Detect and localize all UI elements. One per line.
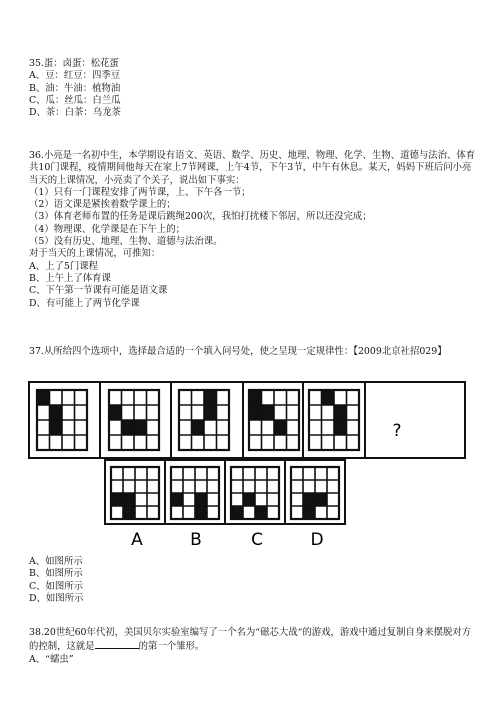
- grid-filled-cell: [123, 506, 135, 519]
- q37-option-label-b: B: [190, 530, 202, 550]
- grid-filled-cell: [109, 405, 122, 420]
- grid-filled-cell: [204, 390, 217, 405]
- grid-filled-cell: [195, 493, 207, 506]
- grid-filled-cell: [249, 405, 262, 420]
- q38-blank: [95, 639, 139, 649]
- q38-stem-part1: 38.20世纪60年代初，美国贝尔实验室编写了一个名为“磁芯大战“的游戏，游戏中通过复制自身来摆脱对方的控制，这就是: [29, 627, 472, 653]
- grid-filled-cell: [171, 493, 183, 506]
- q37-option-d: D、如图所示: [29, 592, 84, 604]
- q37-question-grid-1: [37, 390, 87, 450]
- grid-filled-cell: [243, 493, 255, 506]
- q37-option-a: A、如图所示: [29, 556, 83, 567]
- q37-option-label-c: C: [251, 530, 263, 550]
- grid-filled-cell: [50, 405, 63, 420]
- grid-filled-cell: [122, 420, 135, 435]
- grid-filled-cell: [303, 506, 315, 519]
- grid-filled-cell: [134, 420, 147, 435]
- q37-stem: 37.从所给四个选项中，选择最合适的一个填入问号处，使之呈现一定规律性：【2009北京社招029】: [29, 346, 447, 357]
- q37-question-row: [29, 382, 465, 458]
- q37-option-grid-c: [231, 467, 279, 519]
- q37-question-grid-5: [309, 390, 359, 450]
- grid-filled-cell: [192, 420, 205, 435]
- q37-option-label-d: D: [310, 530, 324, 550]
- q37-option-grid-b: [171, 467, 219, 519]
- q37-answer-options: [29, 556, 83, 605]
- q35-option-b: B、油：牛油：植物油: [29, 82, 121, 94]
- q37-option-grid-a: [111, 467, 159, 519]
- grid-filled-cell: [111, 493, 123, 506]
- q37-question-grid-4: [249, 390, 299, 450]
- q37-option-b: B、如图所示: [29, 568, 83, 580]
- grid-filled-cell: [303, 493, 315, 506]
- grid-filled-cell: [249, 390, 262, 405]
- q36-fact-2: （2）语文课是紧挨着数学课上的；: [29, 199, 176, 211]
- q36-fact-1: （1）只有一门课程安排了两节课，上、下午各一节；: [29, 186, 251, 198]
- q38-stem-part2: 的第一个雏形。: [138, 641, 205, 653]
- q36-intro: 36.小亮是一名初中生，本学期设有语文、英语、数学、历史、地理、物理、化学、生物、道德与法治、体育共10门课程，疫情期间他每天在家上7节网课，上午4节，下午3节，中午有休息。某天，妈妈下班后问小亮当天的上课情况，小亮卖了个关子，说出如下事实：: [29, 150, 476, 186]
- grid-filled-cell: [262, 405, 275, 420]
- grid-filled-cell: [195, 506, 207, 519]
- q37-option-c: C、如图所示: [29, 580, 84, 592]
- q37-option-label-a: A: [131, 530, 143, 550]
- grid-filled-cell: [204, 405, 217, 420]
- q35-option-c: C、瓜：丝瓜：白兰瓜: [29, 94, 121, 106]
- grid-filled-cell: [255, 506, 267, 519]
- q36-option-c: C、下午第一节课有可能是语文课: [29, 285, 168, 297]
- q37-question-mark: ?: [392, 421, 402, 441]
- q35-stem: 35.蛋：卤蛋：松花蛋: [29, 58, 119, 69]
- q36-option-a: A、上了5门课程: [29, 260, 98, 272]
- grid-filled-cell: [274, 420, 287, 435]
- grid-filled-cell: [334, 405, 347, 420]
- q38-option-a: A、“蠕虫”: [29, 653, 74, 665]
- grid-filled-cell: [334, 420, 347, 435]
- grid-filled-cell: [322, 390, 335, 405]
- q37-option-row: [105, 460, 345, 524]
- q36-fact-3: （3）体育老师布置的任务是课后跳绳200次，我怕打扰楼下邻居，所以还没完成；: [29, 211, 372, 223]
- q36-option-d: D、有可能上了两节化学课: [29, 297, 140, 309]
- q36-stem: 对于当天的上课情况，可推知：: [29, 248, 161, 260]
- grid-filled-cell: [50, 420, 63, 435]
- q37-option-grid-d: [291, 467, 339, 519]
- grid-filled-cell: [123, 493, 135, 506]
- q38-stem: [29, 627, 479, 654]
- q36-fact-5: （5）没有历史、地理、生物、道德与法治课。: [29, 236, 223, 248]
- q37-question-grid-3: [179, 390, 229, 450]
- q36-fact-4: （4）物理课、化学课是在下午上的；: [29, 223, 185, 235]
- grid-filled-cell: [37, 390, 50, 405]
- q37-question-grid-2: [109, 390, 159, 450]
- grid-filled-cell: [315, 493, 327, 506]
- grid-filled-cell: [231, 506, 243, 519]
- q36-option-b: B、上午上了体育课: [29, 272, 111, 284]
- q35-option-d: D、茶：白茶：乌龙茶: [29, 107, 121, 119]
- q35-option-a: A、豆：红豆：四季豆: [29, 70, 121, 82]
- question-38: [29, 627, 479, 666]
